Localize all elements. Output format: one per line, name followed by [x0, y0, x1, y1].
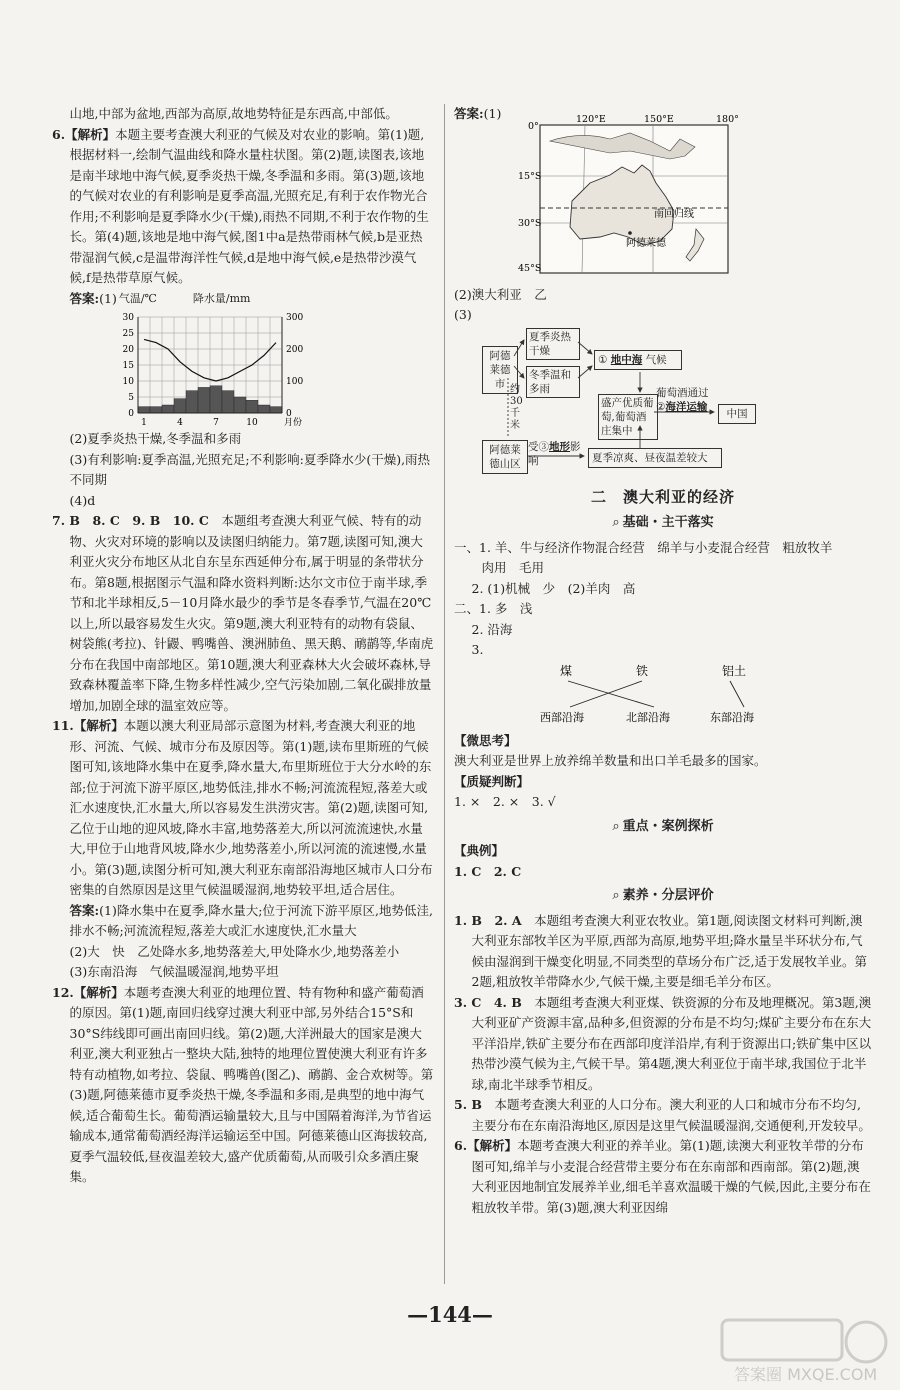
chart-precip-label: 降水量/mm	[192, 291, 251, 305]
q11-ans1-line	[52, 901, 434, 942]
banner-case	[454, 817, 872, 838]
chart-ytick-left: 10	[122, 377, 134, 387]
chart-ytick-left: 0	[128, 409, 134, 419]
q6-ans2: (2)夏季炎热干燥,冬季温和多雨	[69, 431, 242, 446]
chart-precip-bar	[246, 400, 258, 413]
lat-15: 15°S	[518, 170, 542, 182]
q11-ans3: (3)东南沿海 气候温暖湿润,地势平坦	[69, 964, 279, 979]
q6-ans1: (1)	[99, 290, 117, 306]
match-north: 北部沿海	[626, 710, 670, 724]
q12-num: 12.	[52, 984, 74, 1000]
flow-climate-suffix: 气候	[645, 353, 667, 366]
flow-wine-line1: 葡萄酒通过	[656, 386, 709, 399]
matching-diagram	[534, 661, 794, 727]
flow-climate-prefix: ①	[598, 353, 608, 366]
chart-xtick: 7	[213, 418, 219, 428]
banner-eval	[454, 886, 872, 907]
q11-answer-label: 答案:	[69, 902, 100, 918]
chart-ytick-right: 0	[286, 409, 292, 419]
chart-precip-bar	[222, 391, 234, 413]
eval-6	[454, 1136, 872, 1218]
chart-precip-bar	[162, 405, 174, 413]
match-bauxite: 铝土	[722, 663, 747, 678]
q7-text: 本题组考查澳大利亚气候、特有的动物、火灾对环境的影响以及读图归纳能力。第7题,读图可知,澳大利亚火灾分布地区从北自东呈东西延伸分布,属于明显的条带状分布。第8题,根据图示气温和降水资料判断:达尔文市位于南半球,季节和北半球相反,5－10月降水最少的季节是冬春季节,气温在20℃以上,所以最容易发生火灾。第9题,澳大利亚特有的动物有袋鼠、树袋熊(考拉)、针鼹、鸭嘴兽、澳洲肺鱼、黑天鹅、鸸鹋等,华南虎分布在我国中南部地区。第10题,澳大利亚森林大火会破坏森林,导致森林覆盖率下降,生物多样性减少,空气污染加剧,二氧化碳排放量增加,加剧全球的温室效应等。	[69, 513, 434, 713]
chart-precip-bar	[150, 407, 162, 413]
right-ans3: (3)	[454, 307, 472, 322]
chart-ytick-right: 300	[286, 313, 304, 323]
dianli-text: 1. C 2. C	[454, 863, 522, 879]
chart-ytick-left: 5	[128, 393, 134, 403]
match-coal: 煤	[560, 663, 573, 678]
banner-eval-text: 素养・分层评价	[622, 888, 714, 903]
eval5-nums: 5. B	[454, 1097, 482, 1112]
q11-analysis	[52, 716, 434, 901]
q6-text: 本题主要考查澳大利亚的气候及对农业的影响。第(1)题,根据材料一,绘制气温曲线和降水量柱状图。第(2)题,读图表,该地是南半球地中海气候,夏季炎热干燥,冬季温和多雨。第(3)题,该地的气候对农业的有利影响是夏季高温,光照充足,有利于农作物光合作用;不利影响是夏季降水少(干燥),雨热不同期,不利于农作物的生长。第(4)题,该地是地中海气候,图1中a是热带雨林气候,b是亚热带湿润气候,c是温带海洋性气候,d是地中海气候,e是热带沙漠气候,f是热带草原气候。	[69, 126, 429, 285]
q11-ans2: (2)大 快 乙处降水多,地势落差大,甲处降水少,地势落差小	[69, 943, 400, 959]
eval-5	[454, 1095, 872, 1136]
weisi-text: 澳大利亚是世界上放养绵羊数量和出口羊毛最多的国家。	[454, 753, 767, 768]
lat-0: 0°	[528, 120, 539, 132]
q6-tag: 【解析】	[65, 126, 116, 142]
flow-affected	[528, 440, 588, 468]
flow-produce-box: 盛产优质葡萄,葡萄酒庄集中	[598, 394, 658, 440]
chart-precip-bar	[198, 387, 210, 413]
chart-precip-bar	[138, 407, 150, 413]
lon-150: 150°E	[644, 113, 674, 125]
q6-answer-label: 答案:	[69, 290, 100, 306]
watermark-text: 答案圈 MXQE.COM	[734, 1365, 878, 1384]
right-ans2: (2)澳大利亚 乙	[454, 286, 547, 302]
right-answer-label: 答案:	[454, 106, 484, 121]
eval6-tag: 【解析】	[467, 1138, 518, 1153]
lat-30: 30°S	[518, 217, 542, 229]
eval-1-2	[454, 911, 872, 993]
banner-basic	[454, 513, 872, 534]
chart-precip-bar	[186, 391, 198, 413]
chart-precip-bar	[234, 397, 246, 413]
chart-precip-bar	[210, 386, 222, 413]
q6-ans4: (4)d	[69, 492, 96, 508]
q11-text: 本题以澳大利亚局部示意图为材料,考查澳大利亚的地形、河流、气候、城市分布及原因等。第(1)题,读布里斯班的气候图可知,该地降水集中在夏季,降水量大,布里斯班位于大分水岭的东部;位于河流下游平原区,地势低洼,排水不畅;河流流程短,落差大或汇水速度快,汇水量大,所以容易发生洪涝灾害。第(2)题,读图可知,乙位于山地的迎风坡,降水丰富,地势落差大,所以河流流速快,水量大,甲位于山地背风坡,降水少,地势落差小,所以河流的流速慢,水量小。第(3)题,读图分析可知,澳大利亚东南部沿海地区城市人口分布密集的自然原因是这里气候温暖湿润,地势较平坦,适合居住。	[69, 718, 433, 897]
flow-city-box: 阿德莱德市	[482, 346, 518, 394]
lon-180: 180°	[716, 113, 739, 125]
weisi-label: 【微思考】	[454, 732, 517, 748]
flow-affected-suffix: 影响	[528, 440, 581, 467]
flow-diagram	[470, 326, 760, 481]
eval1-nums: 1. B 2. A	[454, 912, 522, 928]
flow-wine-label	[656, 386, 716, 414]
chart-ytick-left: 15	[122, 361, 134, 371]
flow-wine-fill: 海洋运输	[665, 400, 708, 413]
left-column	[52, 104, 434, 1188]
match-west: 西部沿海	[540, 710, 584, 724]
q12-tag: 【解析】	[73, 984, 124, 1000]
chart-xlabel: 月份	[284, 418, 303, 428]
flow-climate-fill: 地中海	[610, 353, 643, 366]
flow-hill-climate-box: 夏季凉爽、昼夜温差较大	[588, 448, 722, 468]
australia-map	[510, 111, 740, 281]
flow-summer-box: 夏季炎热干燥	[526, 328, 580, 360]
climate-chart	[112, 309, 352, 429]
q6-ans3: (3)有利影响:夏季高温,光照充足;不利影响:夏季降水少(干燥),雨热不同期	[69, 451, 431, 487]
match-iron: 铁	[636, 663, 649, 678]
watermark-logo	[720, 1318, 890, 1384]
q11-num: 11.	[52, 718, 74, 733]
flow-winter-box: 冬季温和多雨	[526, 366, 580, 398]
chart-precip-bar	[174, 399, 186, 413]
intro-line: 山地,中部为盆地,西部为高原,故地势特征是东西高,中部低。	[69, 106, 398, 121]
basic-line-5: 2. 沿海	[471, 621, 513, 637]
match-line-bauxite-north	[730, 681, 744, 707]
adelaide-dot	[628, 231, 632, 235]
chart-ytick-right: 100	[286, 377, 304, 387]
right-column	[454, 104, 872, 1218]
banner-basic-text: 基础・主干落实	[622, 515, 714, 530]
flow-affected-fill: 地形	[549, 440, 570, 453]
flow-wine-prefix: ②	[656, 400, 666, 413]
eval6-text: 本题考查澳大利亚的养羊业。第(1)题,读澳大利亚牧羊带的分布图可知,绵羊与小麦混合经营带主要分布在东南部和西南部。第(2)题,澳大利亚因地制宜发展养羊业,细毛羊喜欢温暖干燥的气候,因此,主要分布在粗放牧羊带。第(3)题,澳大利亚因绵	[471, 1138, 871, 1215]
zhiyi-text: 1. × 2. × 3. √	[454, 794, 556, 809]
adelaide-label: 阿德莱德	[626, 237, 666, 249]
chart-ytick-left: 20	[122, 345, 134, 355]
right-ans1: (1)	[483, 106, 502, 121]
basic-line-3: 2. (1)机械 少 (2)羊肉 高	[471, 580, 636, 596]
q7-10-analysis	[52, 511, 434, 716]
banner-case-text: 重点・案例探析	[622, 818, 714, 834]
basic-line-6: 3.	[471, 642, 484, 657]
tropic-label: 南回归线	[654, 208, 694, 220]
chart-xtick: 10	[246, 418, 258, 428]
flow-distance: 约30千米	[510, 383, 523, 431]
eval-3-4	[454, 993, 872, 1096]
chart-xtick: 1	[141, 418, 147, 428]
chart-ytick-left: 30	[122, 313, 134, 323]
q6-analysis	[52, 125, 434, 289]
section-title: 二 澳大利亚的经济	[590, 487, 735, 506]
magnifier-icon: ⌕	[612, 888, 620, 903]
q7-nums: 7. B 8. C 9. B 10. C	[52, 513, 209, 528]
chart-ytick-left: 25	[122, 329, 134, 339]
basic-line-4: 二、1. 多 浅	[454, 601, 533, 616]
match-east: 东部沿海	[710, 710, 754, 724]
eval5-text: 本题考查澳大利亚的人口分布。澳大利亚的人口和城市分布不均匀,主要分布在东南沿海地区,原因是这里气候温暖湿润,交通便利,开发较早。	[471, 1097, 871, 1133]
dianli-label: 【典例】	[454, 843, 505, 858]
chart-ytick-right: 200	[286, 345, 304, 355]
chart-temp-label: 气温/℃	[118, 291, 157, 305]
eval6-num: 6.	[454, 1138, 468, 1153]
q6-answer-row	[52, 289, 434, 310]
page-number: —144—	[407, 1302, 493, 1327]
eval1-text: 本题组考查澳大利亚农牧业。第1题,阅读图文材料可判断,澳大利亚东部牧羊区为平原,西部为高原,地势平坦;降水量呈半环状分布,气候由湿润到干燥变化明显,不同类型的草场分布广泛,适于发展牧羊业。第2题,粗放牧羊带降水少,气候干燥,主要是细毛羊分布区。	[471, 912, 867, 989]
q11-ans1: (1)降水集中在夏季,降水量大;位于河流下游平原区,地势低洼,排水不畅;河流流程短,落差大或汇水速度快,汇水量大	[69, 902, 433, 938]
chart-xtick: 4	[177, 418, 183, 428]
q12-text: 本题考查澳大利亚的地理位置、特有物种和盛产葡萄酒的原因。第(1)题,南回归线穿过澳大利亚中部,另外结合15°S和30°S纬线即可画出南回归线。第(2)题,大洋洲最大的国家是澳大利亚,澳大利亚独占一整块大陆,独特的地理位置使澳大利亚有许多特有动植物,如考拉、袋鼠、鸭嘴兽(图乙)、鸸鹋、金合欢树等。第(3)题,阿德莱德市夏季炎热干燥,冬季温和多雨,是典型的地中海气候,适合葡萄生长。葡萄酒运输量较大,且与中国隔着海洋,为节省运输成本,通常葡萄酒经海洋运输运至中国。阿德莱德山区海拔较高,夏季气温较低,昼夜温差较大,盛产优质葡萄,从而吸引众多酒庄聚集。	[69, 984, 434, 1184]
q11-tag: 【解析】	[73, 718, 124, 733]
zhiyi-label: 【质疑判断】	[454, 773, 530, 789]
chart-precip-bar	[270, 407, 282, 413]
eval3-text: 本题组考查澳大利亚煤、铁资源的分布及地理概况。第3题,澳大利亚矿产资源丰富,品种多,但资源的分布是不均匀;煤矿主要分布在东大平洋沿岸,铁矿主要分布在西部印度洋沿岸,有利于资源出口;铁矿集中区以热带沙漠气候为主,气候干旱。第4题,澳大利亚位于南半球,我国位于北半球,南北半球季节相反。	[471, 994, 872, 1092]
lon-120: 120°E	[576, 113, 606, 125]
column-divider	[444, 104, 445, 1284]
basic-line-2: 肉用 毛用	[481, 560, 545, 575]
flow-china-box: 中国	[718, 404, 756, 424]
lat-45: 45°S	[518, 262, 542, 274]
eval3-nums: 3. C 4. B	[454, 994, 522, 1010]
basic-line-1: 一、1. 羊、牛与经济作物混合经营 绵羊与小麦混合经营 粗放牧羊	[454, 539, 833, 555]
flow-hill-box: 阿德莱德山区	[482, 440, 528, 474]
flow-climate-box	[594, 350, 682, 370]
magnifier-icon: ⌕	[612, 515, 620, 530]
flow-affected-prefix: 受③	[528, 440, 549, 453]
chart-precip-bar	[258, 405, 270, 413]
magnifier-icon: ⌕	[612, 818, 620, 834]
q12-analysis	[52, 983, 434, 1188]
q6-num: 6.	[52, 126, 66, 142]
